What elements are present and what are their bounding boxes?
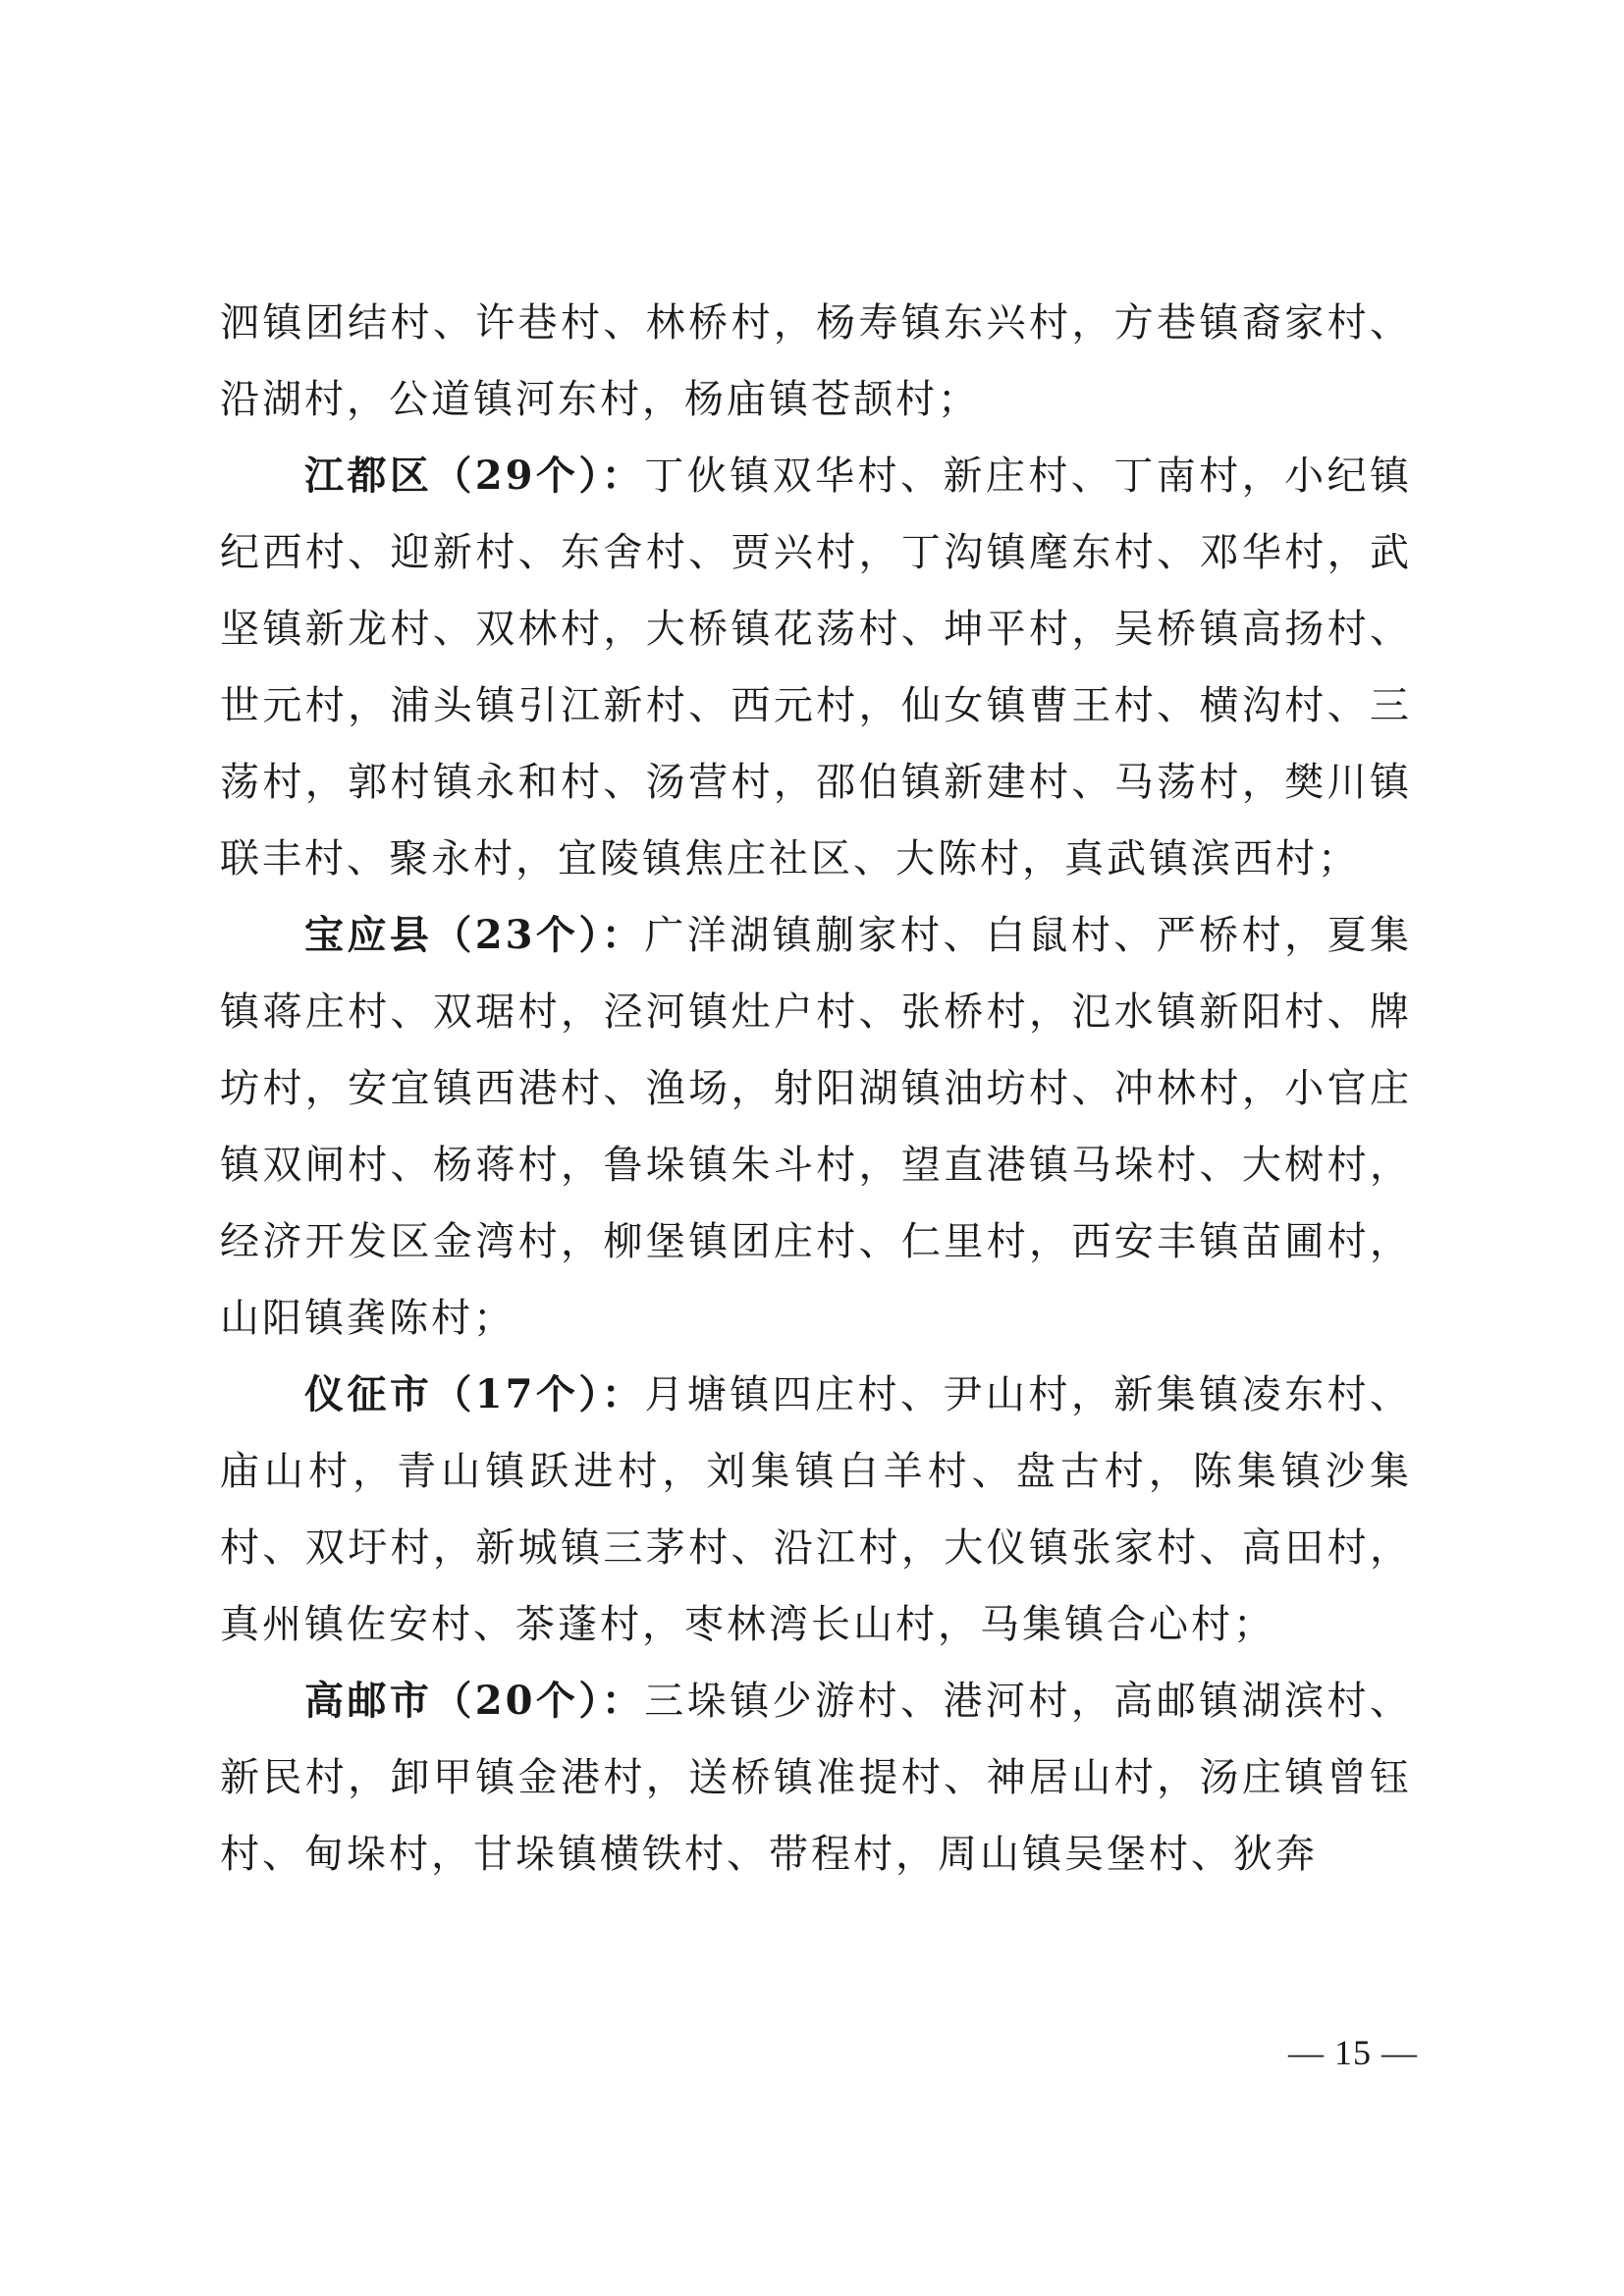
paragraph-text: 三垛镇少游村、港河村，高邮镇湖滨村、新民村，卸甲镇金港村，送桥镇准提村、神居山村，汤庄镇曾钰村、甸垛村，甘垛镇横铁村、带程村，周山镇吴堡村、狄奔: [220, 1679, 1412, 1877]
document-body: [220, 285, 1412, 1893]
paragraph-yizheng: [220, 1357, 1412, 1663]
paragraph-baoying: [220, 897, 1412, 1357]
region-heading-baoying: 宝应县（23个）：: [304, 912, 645, 958]
region-heading-gaoyou: 高邮市（20个）：: [304, 1678, 645, 1724]
paragraph-continuation: [220, 285, 1412, 438]
region-heading-jiangdu: 江都区（29个）：: [304, 453, 645, 499]
paragraph-text: 广洋湖镇蒯家村、白鼠村、严桥村，夏集镇蒋庄村、双琚村，泾河镇灶户村、张桥村，氾水镇新阳村、牌坊村，安宜镇西港村、渔场，射阳湖镇油坊村、冲林村，小官庄镇双闸村、杨蒋村，鲁垛镇朱斗村，望直港镇马垛村、大树村，经济开发区金湾村，柳堡镇团庄村、仁里村，西安丰镇苗圃村，山阳镇龚陈村；: [220, 913, 1412, 1341]
region-heading-yizheng: 仪征市（17个）：: [304, 1371, 645, 1417]
paragraph-gaoyou: [220, 1663, 1412, 1893]
page-number: — 15 —: [1288, 2033, 1418, 2072]
paragraph-text: 丁伙镇双华村、新庄村、丁南村，小纪镇纪西村、迎新村、东舍村、贾兴村，丁沟镇麾东村、邓华村，武坚镇新龙村、双林村，大桥镇花荡村、坤平村，吴桥镇高扬村、世元村，浦头镇引江新村、西元村，仙女镇曹王村、横沟村、三荡村，郭村镇永和村、汤营村，邵伯镇新建村、马荡村，樊川镇联丰村、聚永村，宜陵镇焦庄社区、大陈村，真武镇滨西村；: [220, 454, 1412, 881]
paragraph-text: 月塘镇四庄村、尹山村，新集镇凌东村、庙山村，青山镇跃进村，刘集镇白羊村、盘古村，陈集镇沙集村、双圩村，新城镇三茅村、沿江村，大仪镇张家村、高田村，真州镇佐安村、茶蓬村，枣林湾长山村，马集镇合心村；: [220, 1372, 1412, 1647]
paragraph-jiangdu: [220, 438, 1412, 897]
paragraph-text: 泗镇团结村、许巷村、林桥村，杨寿镇东兴村，方巷镇裔家村、沿湖村，公道镇河东村，杨庙镇苍颉村；: [220, 300, 1412, 422]
